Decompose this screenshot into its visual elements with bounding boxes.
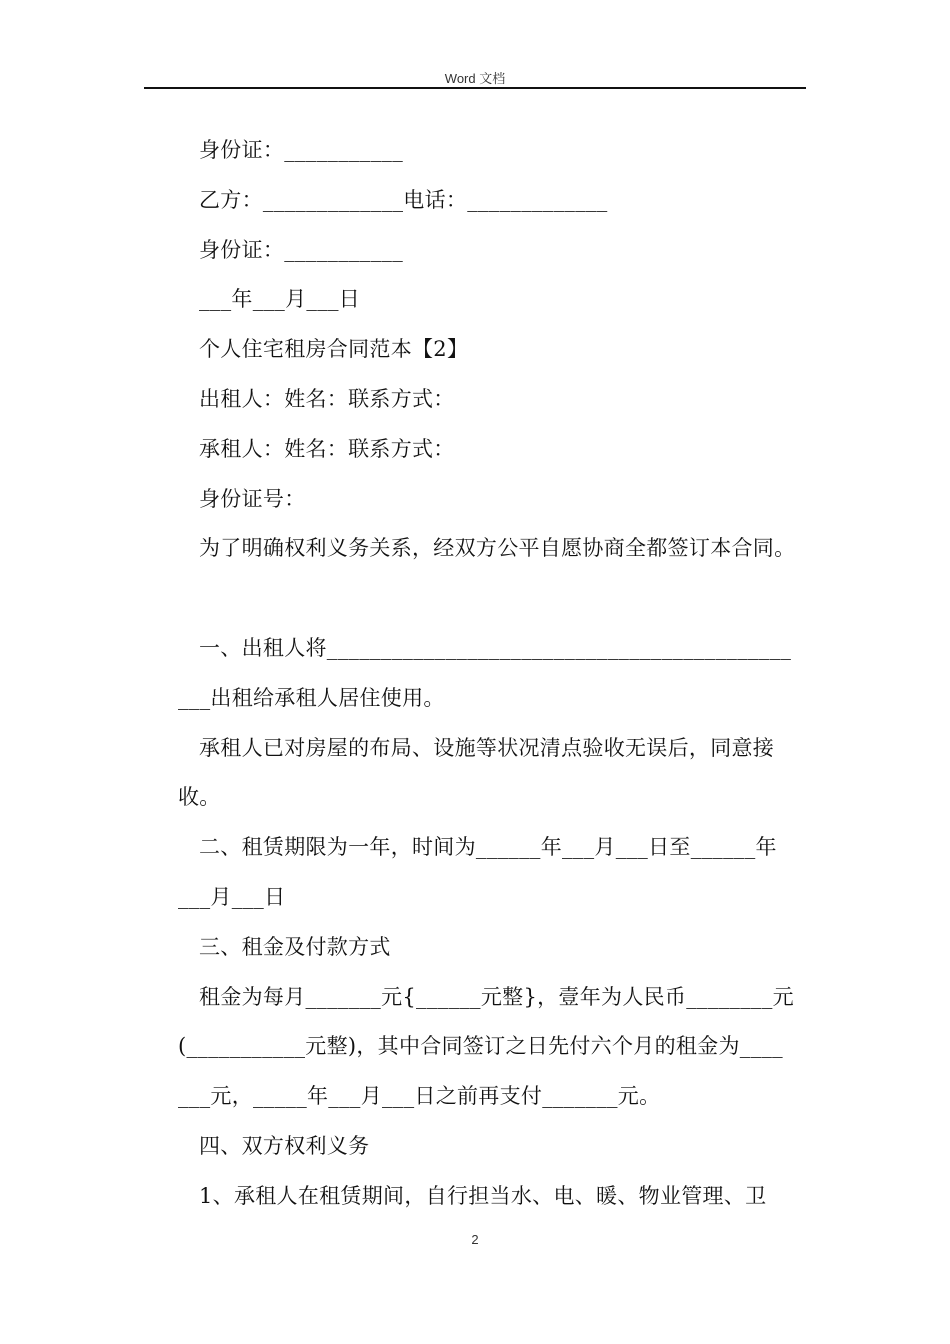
blank-line xyxy=(178,574,818,624)
paragraph-line: 身份证：___________ xyxy=(199,138,403,162)
paragraph-line: 出租人：姓名：联系方式： xyxy=(199,386,455,411)
section-title: 个人住宅租房合同范本【2】 xyxy=(199,337,469,362)
paragraph-line: 租金为每月_______元{______元整}，壹年为人民币________元 xyxy=(199,984,794,1009)
page-header-title: Word 文档 xyxy=(444,71,506,86)
document-body xyxy=(178,126,818,1222)
paragraph-line: 承租人：姓名：联系方式： xyxy=(199,436,455,461)
paragraph-line: 1、承租人在租赁期间，自行担当水、电、暖、物业管理、卫 xyxy=(199,1183,767,1208)
header-divider xyxy=(144,87,806,89)
paragraph-line: ___月___日 xyxy=(178,884,286,909)
paragraph-line: 身份证号： xyxy=(199,486,306,511)
page-number: 2 xyxy=(471,1232,479,1247)
paragraph-line: ___年___月___日 xyxy=(199,287,361,312)
paragraph-line: 一、出租人将___________________________________________ xyxy=(199,635,792,660)
paragraph-line: 乙方：_____________电话：_____________ xyxy=(199,187,608,212)
paragraph-line: ___元，_____年___月___日之前再支付_______元。 xyxy=(178,1084,661,1109)
paragraph-line: 二、租赁期限为一年，时间为______年___月___日至______年 xyxy=(199,835,777,860)
paragraph-line: 身份证：___________ xyxy=(199,237,403,262)
paragraph-line: ___出租给承租人居住使用。 xyxy=(178,685,445,710)
paragraph-line: (___________元整)，其中合同签订之日先付六个月的租金为____ xyxy=(178,1034,783,1059)
paragraph-line: 三、租金及付款方式 xyxy=(199,934,391,959)
paragraph-line: 四、双方权利义务 xyxy=(199,1133,370,1158)
paragraph-line: 收。 xyxy=(178,785,221,810)
paragraph-line: 为了明确权利义务关系，经双方公平自愿协商全都签订本合同。 xyxy=(199,536,796,561)
paragraph-line: 承租人已对房屋的布局、设施等状况清点验收无误后，同意接 xyxy=(199,735,775,760)
